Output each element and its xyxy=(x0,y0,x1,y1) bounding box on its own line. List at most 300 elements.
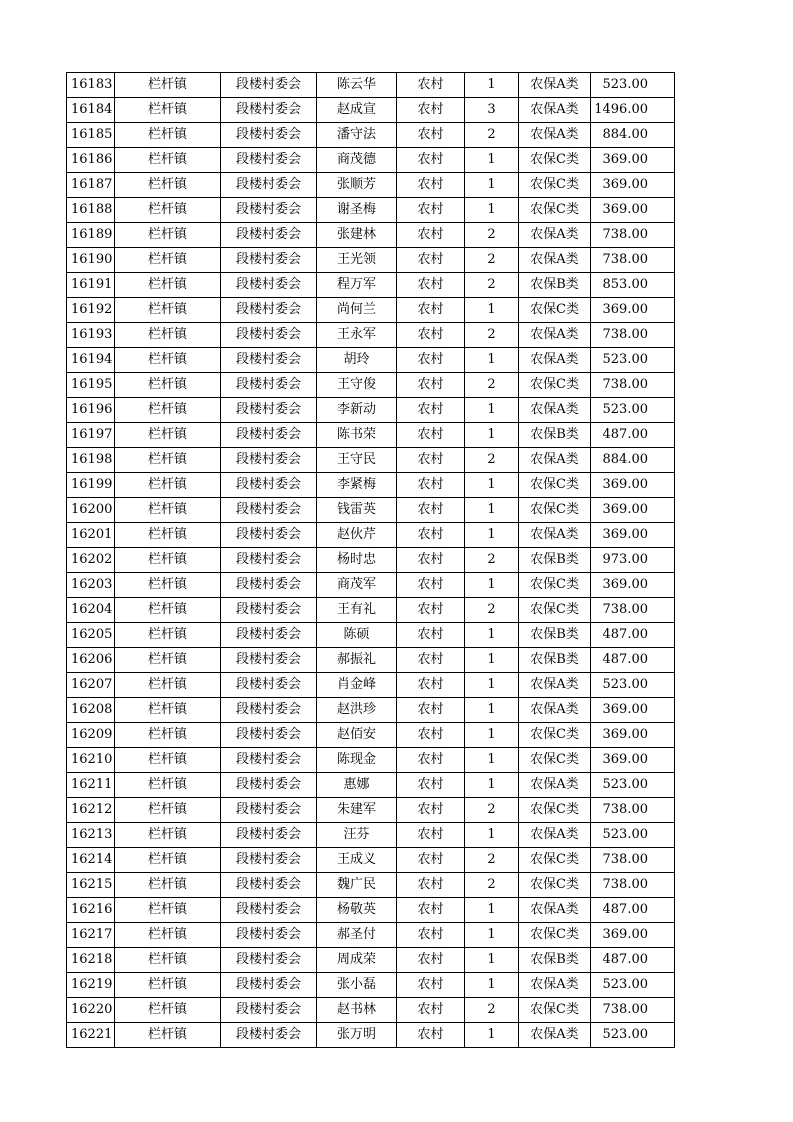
record-id-cell: 16198 xyxy=(67,448,115,473)
record-id-cell: 16191 xyxy=(67,273,115,298)
count-cell: 2 xyxy=(465,248,519,273)
record-id-cell: 16199 xyxy=(67,473,115,498)
table-row xyxy=(67,423,675,448)
category-cell: 农保A类 xyxy=(519,823,591,848)
town-cell: 栏杆镇 xyxy=(115,748,221,773)
village-cell: 段楼村委会 xyxy=(221,473,317,498)
area-type-cell: 农村 xyxy=(397,198,465,223)
area-type-cell: 农村 xyxy=(397,498,465,523)
village-cell: 段楼村委会 xyxy=(221,648,317,673)
record-id-cell: 16185 xyxy=(67,123,115,148)
table-row xyxy=(67,498,675,523)
area-type-cell: 农村 xyxy=(397,1023,465,1048)
town-cell: 栏杆镇 xyxy=(115,448,221,473)
village-cell: 段楼村委会 xyxy=(221,498,317,523)
category-cell: 农保C类 xyxy=(519,848,591,873)
name-cell: 杨时忠 xyxy=(317,548,397,573)
town-cell: 栏杆镇 xyxy=(115,698,221,723)
count-cell: 1 xyxy=(465,573,519,598)
amount-cell: 369.00 xyxy=(591,198,675,223)
table-row xyxy=(67,223,675,248)
village-cell: 段楼村委会 xyxy=(221,973,317,998)
record-id-cell: 16202 xyxy=(67,548,115,573)
record-id-cell: 16190 xyxy=(67,248,115,273)
category-cell: 农保C类 xyxy=(519,373,591,398)
table-row xyxy=(67,648,675,673)
name-cell: 陈书荣 xyxy=(317,423,397,448)
table-row xyxy=(67,298,675,323)
amount-cell: 369.00 xyxy=(591,523,675,548)
amount-cell: 369.00 xyxy=(591,148,675,173)
count-cell: 2 xyxy=(465,123,519,148)
category-cell: 农保C类 xyxy=(519,923,591,948)
record-id-cell: 16220 xyxy=(67,998,115,1023)
category-cell: 农保C类 xyxy=(519,748,591,773)
town-cell: 栏杆镇 xyxy=(115,648,221,673)
name-cell: 商茂德 xyxy=(317,148,397,173)
village-cell: 段楼村委会 xyxy=(221,298,317,323)
amount-cell: 523.00 xyxy=(591,73,675,98)
name-cell: 李紧梅 xyxy=(317,473,397,498)
count-cell: 1 xyxy=(465,523,519,548)
town-cell: 栏杆镇 xyxy=(115,173,221,198)
name-cell: 赵成宣 xyxy=(317,98,397,123)
category-cell: 农保A类 xyxy=(519,323,591,348)
category-cell: 农保B类 xyxy=(519,548,591,573)
name-cell: 肖金峰 xyxy=(317,673,397,698)
record-id-cell: 16203 xyxy=(67,573,115,598)
name-cell: 张万明 xyxy=(317,1023,397,1048)
amount-cell: 523.00 xyxy=(591,398,675,423)
name-cell: 潘守法 xyxy=(317,123,397,148)
table-row xyxy=(67,448,675,473)
category-cell: 农保A类 xyxy=(519,673,591,698)
table-row xyxy=(67,973,675,998)
amount-cell: 523.00 xyxy=(591,673,675,698)
area-type-cell: 农村 xyxy=(397,698,465,723)
amount-cell: 738.00 xyxy=(591,873,675,898)
area-type-cell: 农村 xyxy=(397,473,465,498)
category-cell: 农保A类 xyxy=(519,973,591,998)
area-type-cell: 农村 xyxy=(397,298,465,323)
count-cell: 1 xyxy=(465,473,519,498)
count-cell: 1 xyxy=(465,1023,519,1048)
area-type-cell: 农村 xyxy=(397,798,465,823)
village-cell: 段楼村委会 xyxy=(221,873,317,898)
town-cell: 栏杆镇 xyxy=(115,723,221,748)
category-cell: 农保C类 xyxy=(519,998,591,1023)
record-id-cell: 16217 xyxy=(67,923,115,948)
category-cell: 农保C类 xyxy=(519,198,591,223)
category-cell: 农保A类 xyxy=(519,898,591,923)
record-id-cell: 16197 xyxy=(67,423,115,448)
record-id-cell: 16194 xyxy=(67,348,115,373)
category-cell: 农保A类 xyxy=(519,1023,591,1048)
amount-cell: 738.00 xyxy=(591,848,675,873)
count-cell: 1 xyxy=(465,948,519,973)
area-type-cell: 农村 xyxy=(397,598,465,623)
area-type-cell: 农村 xyxy=(397,748,465,773)
town-cell: 栏杆镇 xyxy=(115,223,221,248)
village-cell: 段楼村委会 xyxy=(221,1023,317,1048)
record-id-cell: 16206 xyxy=(67,648,115,673)
table-row xyxy=(67,898,675,923)
name-cell: 王守俊 xyxy=(317,373,397,398)
town-cell: 栏杆镇 xyxy=(115,273,221,298)
table-row xyxy=(67,548,675,573)
category-cell: 农保B类 xyxy=(519,948,591,973)
count-cell: 1 xyxy=(465,73,519,98)
village-cell: 段楼村委会 xyxy=(221,98,317,123)
record-id-cell: 16193 xyxy=(67,323,115,348)
area-type-cell: 农村 xyxy=(397,348,465,373)
area-type-cell: 农村 xyxy=(397,448,465,473)
village-cell: 段楼村委会 xyxy=(221,548,317,573)
name-cell: 张小磊 xyxy=(317,973,397,998)
area-type-cell: 农村 xyxy=(397,623,465,648)
category-cell: 农保A类 xyxy=(519,348,591,373)
amount-cell: 884.00 xyxy=(591,448,675,473)
name-cell: 魏广民 xyxy=(317,873,397,898)
name-cell: 杨敬英 xyxy=(317,898,397,923)
name-cell: 陈云华 xyxy=(317,73,397,98)
table-row xyxy=(67,773,675,798)
record-id-cell: 16184 xyxy=(67,98,115,123)
record-id-cell: 16207 xyxy=(67,673,115,698)
area-type-cell: 农村 xyxy=(397,923,465,948)
area-type-cell: 农村 xyxy=(397,648,465,673)
category-cell: 农保C类 xyxy=(519,148,591,173)
village-cell: 段楼村委会 xyxy=(221,848,317,873)
category-cell: 农保C类 xyxy=(519,873,591,898)
record-id-cell: 16208 xyxy=(67,698,115,723)
count-cell: 1 xyxy=(465,398,519,423)
count-cell: 2 xyxy=(465,998,519,1023)
amount-cell: 1496.00 xyxy=(591,98,675,123)
amount-cell: 487.00 xyxy=(591,948,675,973)
area-type-cell: 农村 xyxy=(397,848,465,873)
count-cell: 1 xyxy=(465,723,519,748)
name-cell: 王有礼 xyxy=(317,598,397,623)
count-cell: 1 xyxy=(465,973,519,998)
table-row xyxy=(67,848,675,873)
amount-cell: 738.00 xyxy=(591,373,675,398)
amount-cell: 884.00 xyxy=(591,123,675,148)
town-cell: 栏杆镇 xyxy=(115,398,221,423)
village-cell: 段楼村委会 xyxy=(221,348,317,373)
category-cell: 农保A类 xyxy=(519,248,591,273)
area-type-cell: 农村 xyxy=(397,273,465,298)
village-cell: 段楼村委会 xyxy=(221,898,317,923)
count-cell: 1 xyxy=(465,198,519,223)
town-cell: 栏杆镇 xyxy=(115,348,221,373)
record-id-cell: 16215 xyxy=(67,873,115,898)
count-cell: 2 xyxy=(465,323,519,348)
record-id-cell: 16192 xyxy=(67,298,115,323)
count-cell: 1 xyxy=(465,498,519,523)
table-row xyxy=(67,573,675,598)
record-id-cell: 16218 xyxy=(67,948,115,973)
name-cell: 赵书林 xyxy=(317,998,397,1023)
town-cell: 栏杆镇 xyxy=(115,423,221,448)
record-id-cell: 16209 xyxy=(67,723,115,748)
name-cell: 陈硕 xyxy=(317,623,397,648)
amount-cell: 369.00 xyxy=(591,923,675,948)
count-cell: 2 xyxy=(465,273,519,298)
area-type-cell: 农村 xyxy=(397,973,465,998)
village-cell: 段楼村委会 xyxy=(221,248,317,273)
amount-cell: 738.00 xyxy=(591,598,675,623)
village-cell: 段楼村委会 xyxy=(221,773,317,798)
town-cell: 栏杆镇 xyxy=(115,573,221,598)
village-cell: 段楼村委会 xyxy=(221,398,317,423)
village-cell: 段楼村委会 xyxy=(221,598,317,623)
area-type-cell: 农村 xyxy=(397,173,465,198)
village-cell: 段楼村委会 xyxy=(221,948,317,973)
town-cell: 栏杆镇 xyxy=(115,673,221,698)
record-id-cell: 16213 xyxy=(67,823,115,848)
table-row xyxy=(67,348,675,373)
amount-cell: 369.00 xyxy=(591,698,675,723)
table-row xyxy=(67,198,675,223)
category-cell: 农保B类 xyxy=(519,273,591,298)
table-row xyxy=(67,723,675,748)
name-cell: 王光领 xyxy=(317,248,397,273)
village-cell: 段楼村委会 xyxy=(221,373,317,398)
village-cell: 段楼村委会 xyxy=(221,423,317,448)
village-cell: 段楼村委会 xyxy=(221,673,317,698)
category-cell: 农保C类 xyxy=(519,473,591,498)
category-cell: 农保A类 xyxy=(519,773,591,798)
name-cell: 商茂军 xyxy=(317,573,397,598)
category-cell: 农保B类 xyxy=(519,423,591,448)
count-cell: 1 xyxy=(465,748,519,773)
category-cell: 农保A类 xyxy=(519,123,591,148)
area-type-cell: 农村 xyxy=(397,123,465,148)
name-cell: 胡玲 xyxy=(317,348,397,373)
area-type-cell: 农村 xyxy=(397,98,465,123)
table-row xyxy=(67,1023,675,1048)
area-type-cell: 农村 xyxy=(397,423,465,448)
table-row xyxy=(67,998,675,1023)
table-row xyxy=(67,873,675,898)
table-row xyxy=(67,923,675,948)
area-type-cell: 农村 xyxy=(397,898,465,923)
name-cell: 王守民 xyxy=(317,448,397,473)
town-cell: 栏杆镇 xyxy=(115,73,221,98)
village-cell: 段楼村委会 xyxy=(221,998,317,1023)
town-cell: 栏杆镇 xyxy=(115,898,221,923)
category-cell: 农保B类 xyxy=(519,648,591,673)
amount-cell: 487.00 xyxy=(591,423,675,448)
amount-cell: 487.00 xyxy=(591,898,675,923)
village-cell: 段楼村委会 xyxy=(221,148,317,173)
category-cell: 农保A类 xyxy=(519,448,591,473)
name-cell: 朱建军 xyxy=(317,798,397,823)
village-cell: 段楼村委会 xyxy=(221,698,317,723)
table-row xyxy=(67,398,675,423)
village-cell: 段楼村委会 xyxy=(221,573,317,598)
town-cell: 栏杆镇 xyxy=(115,848,221,873)
records-table xyxy=(66,72,675,1048)
town-cell: 栏杆镇 xyxy=(115,523,221,548)
amount-cell: 369.00 xyxy=(591,498,675,523)
name-cell: 陈现金 xyxy=(317,748,397,773)
village-cell: 段楼村委会 xyxy=(221,198,317,223)
record-id-cell: 16210 xyxy=(67,748,115,773)
count-cell: 1 xyxy=(465,698,519,723)
amount-cell: 369.00 xyxy=(591,173,675,198)
village-cell: 段楼村委会 xyxy=(221,748,317,773)
record-id-cell: 16205 xyxy=(67,623,115,648)
record-id-cell: 16183 xyxy=(67,73,115,98)
amount-cell: 523.00 xyxy=(591,973,675,998)
amount-cell: 523.00 xyxy=(591,348,675,373)
count-cell: 2 xyxy=(465,448,519,473)
town-cell: 栏杆镇 xyxy=(115,123,221,148)
area-type-cell: 农村 xyxy=(397,373,465,398)
amount-cell: 369.00 xyxy=(591,298,675,323)
table-row xyxy=(67,373,675,398)
area-type-cell: 农村 xyxy=(397,398,465,423)
village-cell: 段楼村委会 xyxy=(221,723,317,748)
table-row xyxy=(67,98,675,123)
table-row xyxy=(67,523,675,548)
name-cell: 赵伙芹 xyxy=(317,523,397,548)
amount-cell: 738.00 xyxy=(591,998,675,1023)
category-cell: 农保A类 xyxy=(519,98,591,123)
record-id-cell: 16216 xyxy=(67,898,115,923)
table-row xyxy=(67,823,675,848)
record-id-cell: 16186 xyxy=(67,148,115,173)
area-type-cell: 农村 xyxy=(397,723,465,748)
name-cell: 王成义 xyxy=(317,848,397,873)
table-row xyxy=(67,598,675,623)
record-id-cell: 16188 xyxy=(67,198,115,223)
name-cell: 赵佰安 xyxy=(317,723,397,748)
count-cell: 1 xyxy=(465,148,519,173)
count-cell: 2 xyxy=(465,798,519,823)
name-cell: 张建林 xyxy=(317,223,397,248)
village-cell: 段楼村委会 xyxy=(221,798,317,823)
record-id-cell: 16219 xyxy=(67,973,115,998)
category-cell: 农保C类 xyxy=(519,173,591,198)
area-type-cell: 农村 xyxy=(397,773,465,798)
village-cell: 段楼村委会 xyxy=(221,273,317,298)
count-cell: 2 xyxy=(465,548,519,573)
name-cell: 钱雷英 xyxy=(317,498,397,523)
category-cell: 农保A类 xyxy=(519,223,591,248)
table-row xyxy=(67,173,675,198)
name-cell: 赵洪珍 xyxy=(317,698,397,723)
town-cell: 栏杆镇 xyxy=(115,498,221,523)
record-id-cell: 16221 xyxy=(67,1023,115,1048)
category-cell: 农保A类 xyxy=(519,73,591,98)
record-id-cell: 16187 xyxy=(67,173,115,198)
area-type-cell: 农村 xyxy=(397,873,465,898)
amount-cell: 487.00 xyxy=(591,623,675,648)
category-cell: 农保A类 xyxy=(519,523,591,548)
name-cell: 李新动 xyxy=(317,398,397,423)
area-type-cell: 农村 xyxy=(397,548,465,573)
table-row xyxy=(67,473,675,498)
table-row xyxy=(67,948,675,973)
count-cell: 2 xyxy=(465,223,519,248)
town-cell: 栏杆镇 xyxy=(115,798,221,823)
category-cell: 农保B类 xyxy=(519,623,591,648)
category-cell: 农保C类 xyxy=(519,573,591,598)
record-id-cell: 16204 xyxy=(67,598,115,623)
name-cell: 程万军 xyxy=(317,273,397,298)
area-type-cell: 农村 xyxy=(397,73,465,98)
record-id-cell: 16189 xyxy=(67,223,115,248)
town-cell: 栏杆镇 xyxy=(115,923,221,948)
town-cell: 栏杆镇 xyxy=(115,323,221,348)
count-cell: 2 xyxy=(465,848,519,873)
table-row xyxy=(67,148,675,173)
count-cell: 1 xyxy=(465,823,519,848)
table-row xyxy=(67,623,675,648)
count-cell: 1 xyxy=(465,173,519,198)
town-cell: 栏杆镇 xyxy=(115,773,221,798)
count-cell: 1 xyxy=(465,898,519,923)
amount-cell: 369.00 xyxy=(591,473,675,498)
area-type-cell: 农村 xyxy=(397,148,465,173)
village-cell: 段楼村委会 xyxy=(221,123,317,148)
amount-cell: 369.00 xyxy=(591,573,675,598)
amount-cell: 738.00 xyxy=(591,248,675,273)
amount-cell: 738.00 xyxy=(591,223,675,248)
count-cell: 1 xyxy=(465,673,519,698)
category-cell: 农保C类 xyxy=(519,723,591,748)
village-cell: 段楼村委会 xyxy=(221,823,317,848)
area-type-cell: 农村 xyxy=(397,823,465,848)
table-row xyxy=(67,698,675,723)
amount-cell: 973.00 xyxy=(591,548,675,573)
area-type-cell: 农村 xyxy=(397,573,465,598)
town-cell: 栏杆镇 xyxy=(115,873,221,898)
town-cell: 栏杆镇 xyxy=(115,598,221,623)
area-type-cell: 农村 xyxy=(397,223,465,248)
name-cell: 周成荣 xyxy=(317,948,397,973)
area-type-cell: 农村 xyxy=(397,323,465,348)
town-cell: 栏杆镇 xyxy=(115,1023,221,1048)
count-cell: 3 xyxy=(465,98,519,123)
village-cell: 段楼村委会 xyxy=(221,623,317,648)
name-cell: 惠娜 xyxy=(317,773,397,798)
amount-cell: 487.00 xyxy=(591,648,675,673)
town-cell: 栏杆镇 xyxy=(115,623,221,648)
table-row xyxy=(67,748,675,773)
village-cell: 段楼村委会 xyxy=(221,923,317,948)
village-cell: 段楼村委会 xyxy=(221,223,317,248)
town-cell: 栏杆镇 xyxy=(115,473,221,498)
area-type-cell: 农村 xyxy=(397,948,465,973)
town-cell: 栏杆镇 xyxy=(115,973,221,998)
area-type-cell: 农村 xyxy=(397,248,465,273)
table-row xyxy=(67,323,675,348)
count-cell: 2 xyxy=(465,873,519,898)
area-type-cell: 农村 xyxy=(397,673,465,698)
town-cell: 栏杆镇 xyxy=(115,548,221,573)
town-cell: 栏杆镇 xyxy=(115,148,221,173)
name-cell: 郝振礼 xyxy=(317,648,397,673)
area-type-cell: 农村 xyxy=(397,523,465,548)
count-cell: 1 xyxy=(465,298,519,323)
category-cell: 农保A类 xyxy=(519,698,591,723)
category-cell: 农保C类 xyxy=(519,298,591,323)
table-row xyxy=(67,73,675,98)
